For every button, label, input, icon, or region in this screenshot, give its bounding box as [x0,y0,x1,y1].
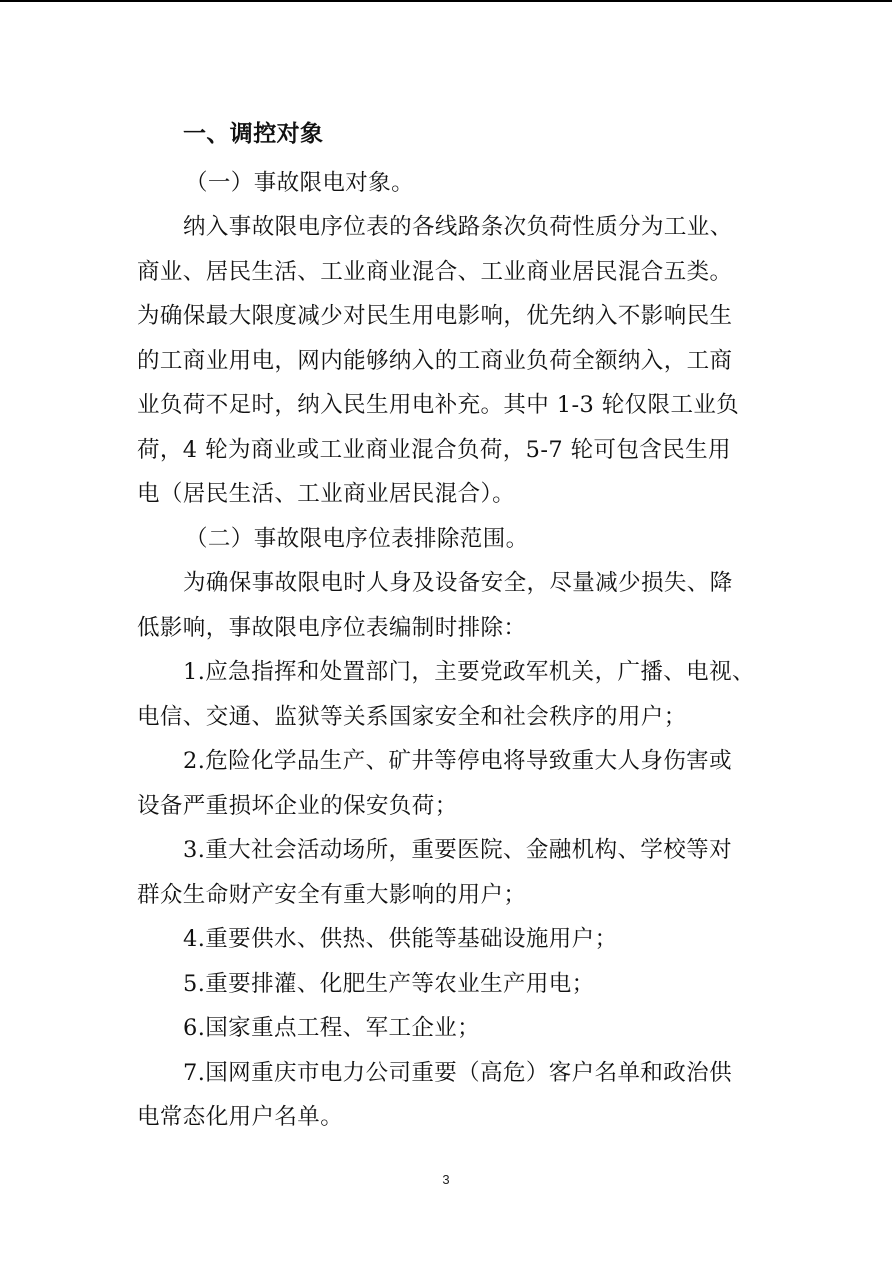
list-item-line: 1.应急指挥和处置部门，主要党政军机关，广播、电视、 [183,659,755,685]
list-item [137,917,762,962]
exclusion-list [137,650,762,1140]
list-item-line: 7.国网重庆市电力公司重要（高危）客户名单和政治供 [183,1059,732,1086]
list-item-line: 群众生命财产安全有重大影响的用户； [137,881,527,908]
list-item-line: 6.国家重点工程、军工企业； [183,1015,481,1041]
list-item-line: 电常态化用户名单。 [137,1104,344,1130]
section-heading: 一、调控对象 [183,121,324,147]
paragraph-line: 商业、居民生活、工业商业混合、工业商业居民混合五类。 [137,258,733,285]
paragraph-line: 业负荷不足时，纳入民生用电补充。其中 1-3 轮仅限工业负 [137,392,740,418]
paragraph-line: 纳入事故限电序位表的各线路条次负荷性质分为工业、 [183,214,733,240]
paragraph-line: 为确保事故限电时人身及设备安全，尽量减少损失、降 [183,570,733,596]
page-number: 3 [442,1172,450,1187]
list-item [137,828,762,917]
paragraph-line: 低影响，事故限电序位表编制时排除： [137,614,527,641]
subsection-2-intro [137,561,762,650]
list-item-line: 3.重大社会活动场所，重要医院、金融机构、学校等对 [183,837,732,863]
list-item-line: 5.重要排灌、化肥生产等农业生产用电； [183,970,595,997]
page-body [137,112,762,1140]
subsection-1-title: （一）事故限电对象。 [185,169,415,196]
paragraph-line: 电（居民生活、工业商业居民混合）。 [137,481,516,507]
list-item [137,1006,762,1051]
subsection-2-title: （二）事故限电序位表排除范围。 [185,525,529,552]
list-item-line: 电信、交通、监狱等关系国家安全和社会秩序的用户； [137,703,687,730]
subsection-1-paragraph [137,205,762,517]
paragraph-line: 的工商业用电，网内能够纳入的工商业负荷全额纳入，工商 [137,347,733,374]
list-item-line: 2.危险化学品生产、矿井等停电将导致重大人身伤害或 [183,748,732,774]
list-item [137,650,762,739]
list-item [137,1051,762,1140]
paragraph-line: 为确保最大限度减少对民生用电影响，优先纳入不影响民生 [137,303,733,329]
list-item [137,739,762,828]
paragraph-line: 荷，4 轮为商业或工业商业混合负荷，5-7 轮可包含民生用 [137,436,731,463]
list-item [137,962,762,1007]
list-item-line: 设备严重损坏企业的保安负荷； [137,792,458,819]
list-item-line: 4.重要供水、供热、供能等基础设施用户； [183,926,618,952]
